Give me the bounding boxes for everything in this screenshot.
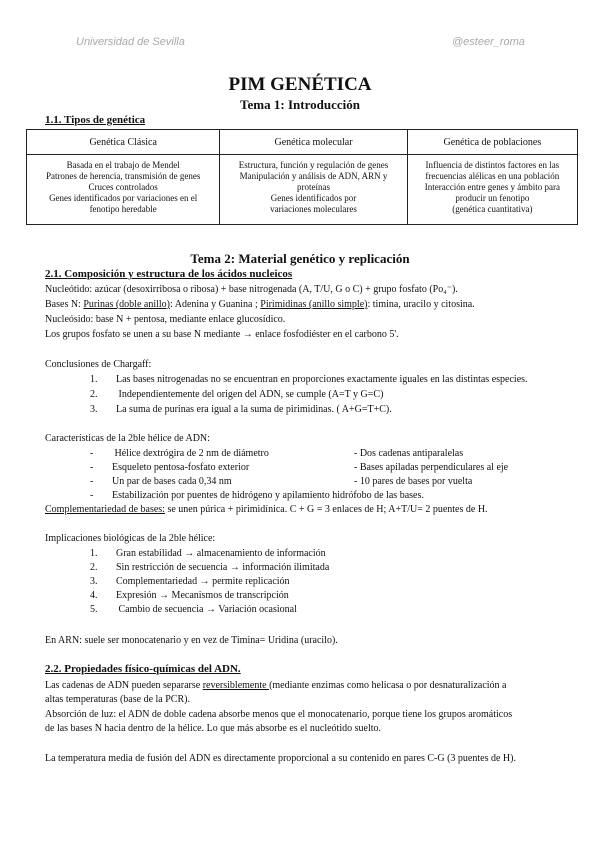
nucleosido-text: Nucleósido: base N + pentosa, mediante enlace glucosídico. (45, 314, 286, 325)
list-item: - Estabilización por puentes de hidrógeno y apilamiento hidrófobo de las bases. (90, 490, 424, 501)
temperatura-text: La temperatura media de fusión del ADN es directamente proporcional a su contenido en pares C-G (3 puentes de H). (45, 753, 516, 764)
fosfato-text: Los grupos fosfato se unen a su base N mediante → enlace fosfodiéster en el carbono 5'. (45, 329, 399, 340)
table-header-population: Genética de poblaciones (407, 130, 577, 155)
list-item: 3. Complementariedad → permite replicación (90, 576, 290, 587)
section-1-1: 1.1. Tipos de genética (45, 114, 146, 126)
list-item: 1. Las bases nitrogenadas no se encuentran en proporciones exactamente iguales en las distintas especies. (90, 374, 528, 385)
list-item: - Bases apiladas perpendiculares al eje (354, 462, 509, 473)
table-header-classic: Genética Clásica (27, 130, 220, 155)
chargaff-title: Conclusiones de Chargaff: (45, 359, 152, 370)
list-item: 1. Gran estabilidad → almacenamiento de información (90, 548, 326, 559)
list-item: - Dos cadenas antiparalelas (354, 448, 464, 459)
cadenas-text: Las cadenas de ADN pueden separarse reversiblemente (mediante enzimas como helicasa o por desnaturalización a (45, 680, 507, 691)
header-university: Universidad de Sevilla (76, 36, 185, 48)
list-item: 4. Expresión → Mecanismos de transcripción (90, 590, 289, 601)
arn-text: En ARN: suele ser monocatenario y en vez de Timina= Uridina (uracilo). (45, 635, 338, 646)
document-title: PIM GENÉTICA (228, 74, 372, 95)
absorcion-text-2: de las bases N hacia dentro de la hélice. Lo que más absorbe es el nucleótido suelto. (45, 723, 381, 734)
section-2-2: 2.2. Propiedades físico-químicas del ADN. (45, 663, 241, 675)
list-item: - Esqueleto pentosa-fosfato exterior (90, 462, 250, 473)
table-cell-classic: Basada en el trabajo de Mendel Patrones de herencia, transmisión de genes Cruces controlados Genes identificados por variaciones en el fenotipo heredable (27, 155, 220, 225)
table-cell-population: Influencia de distintos factores en las frecuencias alélicas en una población Interacción entre genes y ámbito para producir un fenotipo (genética cuantitativa) (407, 155, 577, 225)
cadenas-text-2: altas temperaturas (base de la PCR). (45, 694, 190, 705)
list-item: 2. Independientemente del origen del ADN, se cumple (A=T y G=C) (90, 389, 384, 400)
tema1-heading: Tema 1: Introducción (240, 97, 360, 112)
list-item: - 10 pares de bases por vuelta (354, 476, 473, 487)
implicaciones-title: Implicaciones biológicas de la 2ble hélice: (45, 533, 216, 544)
section-2-1: 2.1. Composición y estructura de los ácidos nucleicos (45, 268, 293, 280)
table-header-molecular: Genética molecular (220, 130, 407, 155)
tema2-heading: Tema 2: Material genético y replicación (190, 251, 410, 266)
bases-text: Bases N: Purinas (doble anillo): Adenina y Guanina ; Pirimidinas (anillo simple): timina, uracilo y citosina. (45, 299, 475, 310)
helice-title: Características de la 2ble hélice de ADN: (45, 433, 210, 444)
list-item: - Hélice dextrógira de 2 nm de diámetro (90, 448, 269, 459)
header-author: @esteer_roma (452, 36, 525, 48)
table-cell-molecular: Estructura, función y regulación de genes Manipulación y análisis de ADN, ARN y proteínas Genes identificados por variaciones moleculares (220, 155, 407, 225)
genetics-types-table (26, 129, 578, 225)
nucleotido-text: Nucleótido: azúcar (desoxirribosa o ribosa) + base nitrogenada (A, T/U, G o C) + grupo fosfato (Po₄⁻). (45, 284, 458, 295)
list-item: 3. La suma de purinas era igual a la suma de pirimidinas. ( A+G=T+C). (90, 404, 392, 415)
list-item: 5. Cambio de secuencia → Variación ocasional (90, 604, 297, 615)
list-item: - Un par de bases cada 0,34 nm (90, 476, 232, 487)
absorcion-text: Absorción de luz: el ADN de doble cadena absorbe menos que el monocatenario, porque tiene los grupos aromáticos (45, 709, 513, 720)
complementariedad-text: Complementariedad de bases: se unen púrica + pirimidínica. C + G = 3 enlaces de H; A+T/U= 2 puentes de H. (45, 504, 488, 515)
list-item: 2. Sin restricción de secuencia → información ilimitada (90, 562, 330, 573)
